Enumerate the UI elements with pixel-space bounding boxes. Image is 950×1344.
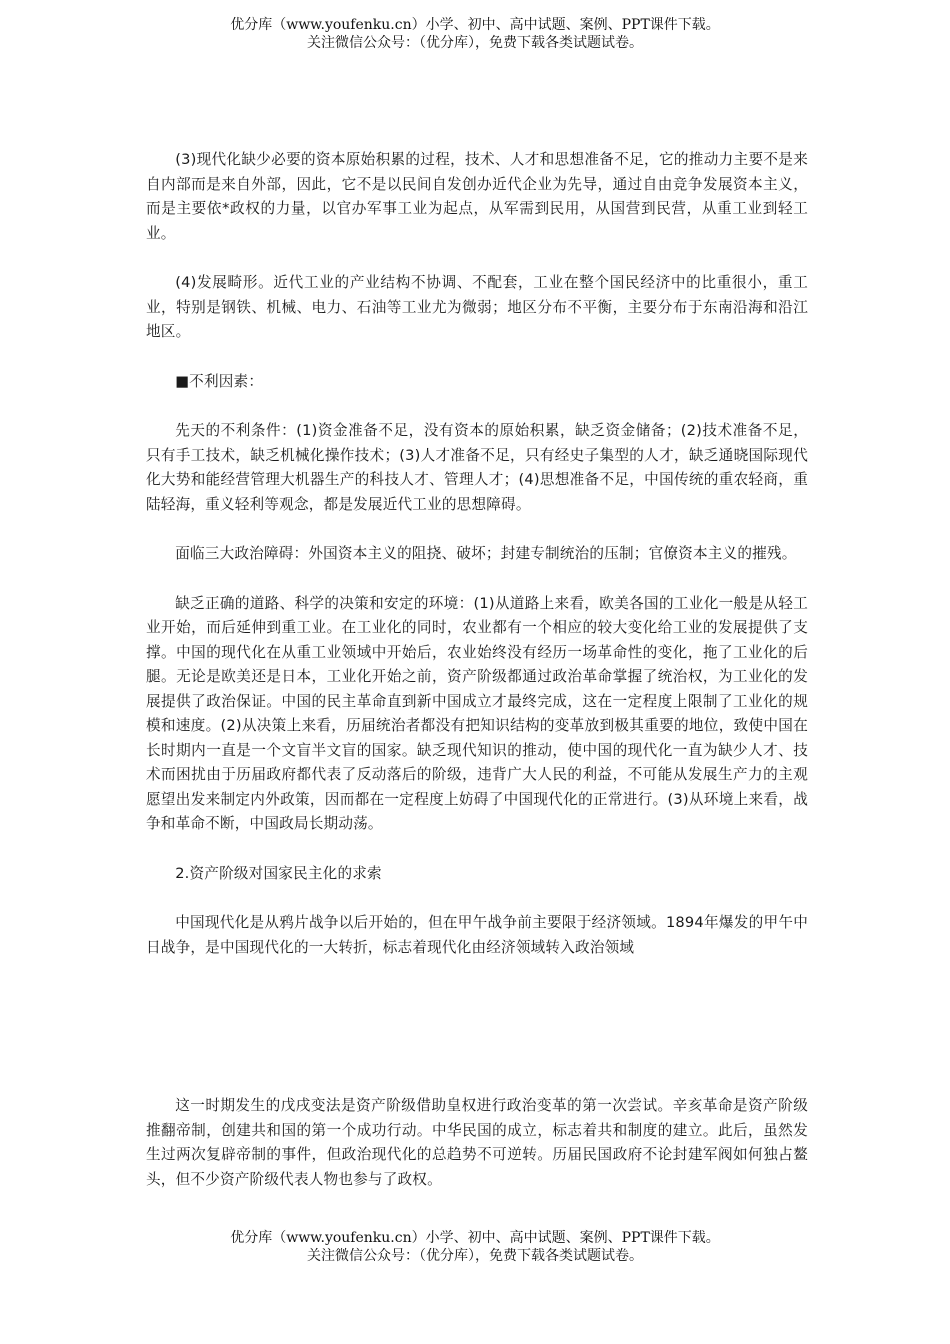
paragraph-political-obstacles: 面临三大政治障碍：外国资本主义的阻挠、破坏；封建专制统治的压制；官僚资本主义的摧残。	[175, 545, 797, 562]
page-header	[0, 16, 950, 52]
paragraph-road-decision-environment: 缺乏正确的道路、科学的决策和安定的环境：(1)从道路上来看，欧美各国的工业化一般是从轻工业开始，而后延伸到重工业。在工业化的同时，农业都有一个相应的较大变化给工业的发展提供了支撑。中国的现代化在从重工业领域中开始后，农业始终没有经历一场革命性的变化，拖了工业化的后腿。无论是欧美还是日本，工业化开始之前，资产阶级都通过政治革命掌握了统治权，为工业化的发展提供了政治保证。中国的民主革命直到新中国成立才最终完成，这在一定程度上限制了工业化的规模和速度。(2)从决策上来看，历届统治者都没有把知识结构的变革放到极其重要的地位，致使中国在长时期内一直是一个文盲半文盲的国家。缺乏现代知识的推动，使中国的现代化一直为缺少人才、技术而困扰由于历届政府都代表了反动落后的阶级，违背广大人民的利益，不可能从发展生产力的主观愿望出发来制定内外政策，因而都在一定程度上妨碍了中国现代化的正常进行。(3)从环境上来看，战争和革命不断，中国政局长期动荡。	[146, 594, 808, 832]
section-heading-unfavorable-factors: ■不利因素：	[175, 372, 264, 390]
footer-line-2: 关注微信公众号：（优分库），免费下载各类试题试卷。	[307, 1248, 643, 1264]
paragraph-reform-revolution: 这一时期发生的戊戌变法是资产阶级借助皇权进行政治变革的第一次尝试。辛亥革命是资产阶级推翻帝制，创建共和国的第一个成功行动。中华民国的成立，标志着共和制度的建立。此后，虽然发生过两次复辟帝制的事件，但政治现代化的总趋势不可逆转。历届民国政府不论封建军阀如何独占鳌头，但不少资产阶级代表人物也参与了政权。	[146, 1097, 808, 1188]
paragraph-innate-conditions: 先天的不利条件：(1)资金准备不足，没有资本的原始积累，缺乏资金储备；(2)技术准备不足，只有手工技术，缺乏机械化操作技术；(3)人才准备不足，只有经史子集型的人才，缺乏通晓国际现代化大势和能经营管理大机器生产的科技人才、管理人才；(4)思想准备不足，中国传统的重农轻商，重陆轻海，重义轻利等观念，都是发展近代工业的思想障碍。	[146, 422, 808, 513]
footer-line-1: 优分库（www.youfenku.cn）小学、初中、高中试题、案例、PPT课件下载。	[230, 1230, 720, 1246]
paragraph-modernization-start: 中国现代化是从鸦片战争以后开始的，但在甲午战争前主要限于经济领域。1894年爆发的甲午中日战争，是中国现代化的一大转折，标志着现代化由经济领域转入政治领域	[146, 914, 808, 956]
paragraph-capital-accumulation: (3)现代化缺少必要的资本原始积累的过程，技术、人才和思想准备不足，它的推动力主要不是来自内部而是来自外部，因此，它不是以民间自发创办近代企业为先导，通过自由竞争发展资本主义，而是主要依*政权的力量，以官办军事工业为起点，从军需到民用，从国营到民营，从重工业到轻工业。	[146, 151, 808, 242]
header-line-1: 优分库（www.youfenku.cn）小学、初中、高中试题、案例、PPT课件下载。	[230, 17, 720, 33]
header-line-2: 关注微信公众号：（优分库），免费下载各类试题试卷。	[307, 35, 643, 51]
section-heading-democratization: 2.资产阶级对国家民主化的求索	[175, 864, 382, 882]
paragraph-uneven-development: (4)发展畸形。近代工业的产业结构不协调、不配套，工业在整个国民经济中的比重很小，重工业，特别是钢铁、机械、电力、石油等工业尤为微弱；地区分布不平衡，主要分布于东南沿海和沿江地区。	[146, 274, 808, 340]
document-body-continued	[146, 1094, 808, 1192]
page-footer	[0, 1229, 950, 1265]
document-body	[146, 148, 808, 960]
